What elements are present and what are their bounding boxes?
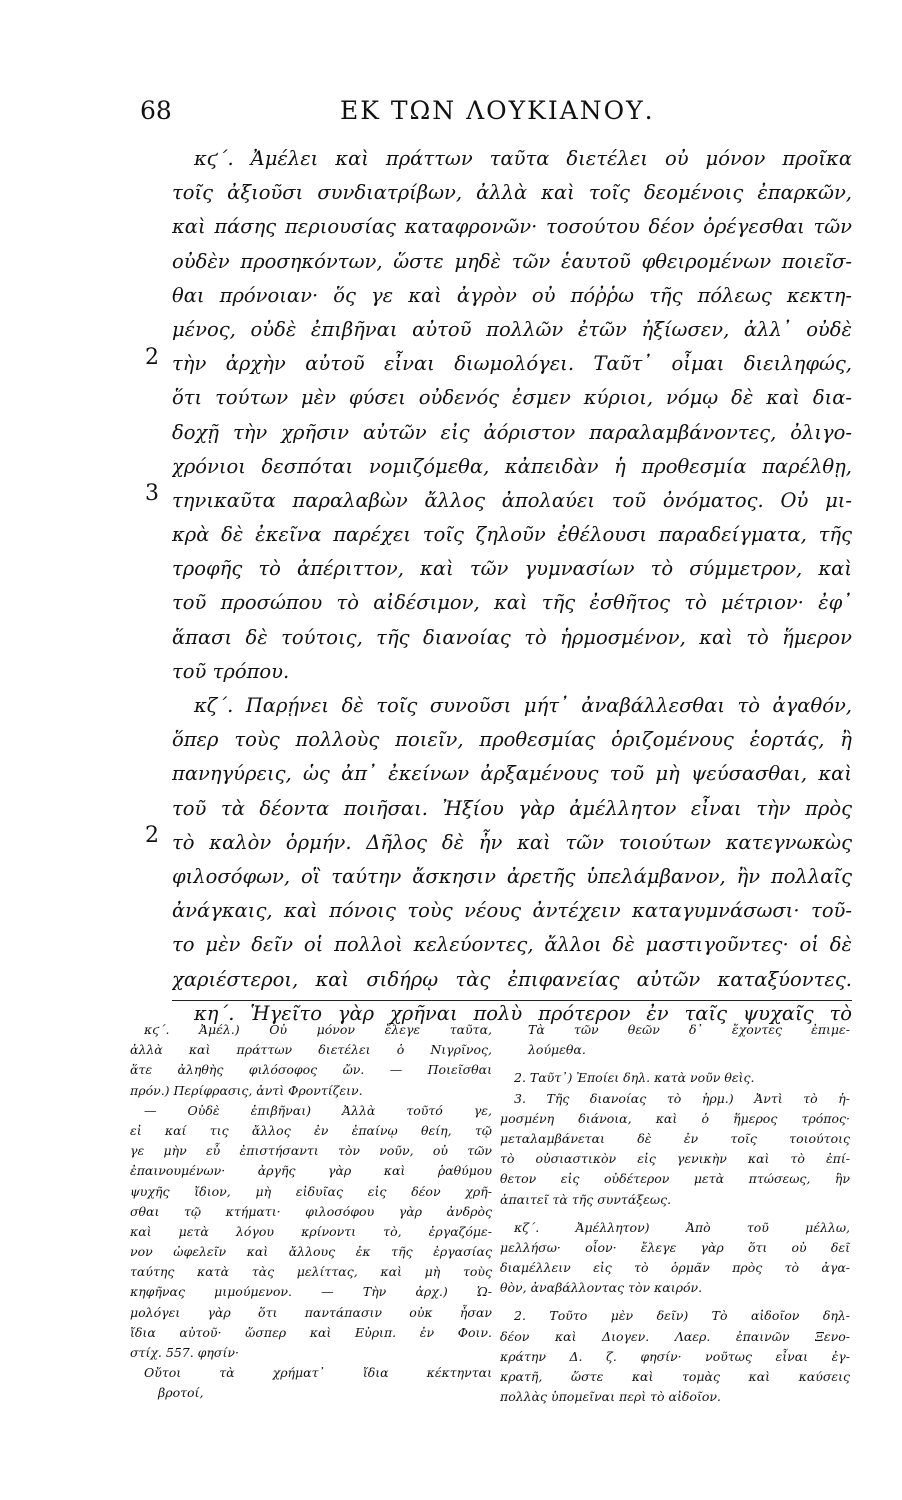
footnote-line: μοσμένη διάνοια, καὶ ὁ ἥμερος τρόπος· — [500, 1110, 850, 1126]
footnote-divider — [172, 1000, 852, 1001]
footnote-line: θετον εἰς οὐδέτερον μετὰ πτώσεως, ἣν — [500, 1171, 850, 1187]
footnote-line: ταύτης κατὰ τὰς μελίττας, καὶ μὴ τοὺς — [130, 1264, 492, 1280]
text-line: τηνικαῦτα παραλαβὼν ἄλλος ἀπολαύει τοῦ ὀνόματος. Οὐ μι- — [172, 488, 852, 512]
footnote-line: μολόγει γὰρ ὅτι παντάπασιν οὐκ ἦσαν — [130, 1304, 492, 1320]
text-line: μένος, οὐδὲ ἐπιβῆναι αὐτοῦ πολλῶν ἐτῶν ἠξίωσεν, ἀλλ᾽ οὐδὲ — [172, 317, 852, 341]
text-line: ὅπερ τοὺς πολλοὺς ποιεῖν, προθεσμίας ὁριζομένους ἑορτάς, ἢ — [172, 728, 852, 752]
footnote-verse-line: βροτοί, — [158, 1385, 204, 1401]
footnote-line: ἀπαιτεῖ τὰ τῆς συντάξεως. — [500, 1191, 672, 1207]
footnote-line: πολλὰς ὑπομεῖναι περὶ τὸ αἰδοῖον. — [500, 1389, 721, 1405]
text-line: τοῦ τρόπου. — [172, 659, 290, 683]
text-line: ὅτι τούτων μὲν φύσει οὐδενός ἐσμεν κύριοι, νόμῳ δὲ καὶ δια- — [172, 386, 852, 410]
footnote-line: διαμέλλειν εἰς τὸ ὁρμᾶν πρὸς τὸ ἀγα- — [500, 1260, 850, 1276]
footnote-line: 2. Τοῦτο μὲν δεῖν) Τὸ αἰδοῖον δηλ- — [514, 1308, 850, 1324]
page-header — [140, 96, 860, 136]
text-line: φιλοσόφων, οἳ ταύτην ἄσκησιν ἀρετῆς ὑπελάμβανον, ἢν πολλαῖς — [172, 864, 852, 888]
text-line: κη΄. Ἡγεῖτο γὰρ χρῆναι πολὺ πρότερον ἐν ταῖς ψυχαῖς τὸ — [194, 1001, 852, 1025]
text-line: καὶ πάσης περιουσίας καταφρονῶν· τοσούτου δέον ὀρέγεσθαι τῶν — [172, 215, 852, 239]
text-line: θαι πρόνοιαν· ὅς γε καὶ ἀγρὸν οὐ πόῤῥω τῆς πόλεως κεκτη- — [172, 283, 852, 307]
text-line: ἅπασι δὲ τούτοις, τῆς διανοίας τὸ ἡρμοσμένον, καὶ τὸ ἥμερον — [172, 625, 852, 649]
page-number: 68 — [140, 96, 172, 125]
footnote-line: δέον καὶ Διογεν. Λαερ. ἐπαινῶν Ξενο- — [500, 1328, 850, 1344]
footnote-line: κράτην Δ. ζ. φησίν· νοῦτως εἶναι ἐγ- — [500, 1348, 850, 1364]
footnote-line: νον ὠφελεῖν καὶ ἄλλους ἐκ τῆς ἐργασίας — [130, 1244, 492, 1260]
text-line: ἀνάγκαις, καὶ πόνοις τοὺς νέους ἀντέχειν καταγυμνάσωσι· τοῦ- — [172, 899, 852, 923]
main-text — [172, 142, 852, 1031]
footnote-line: πρόν.) Περίφρασις, ἀντὶ Φροντίζειν. — [130, 1082, 363, 1098]
footnote-verse-line: Τὰ τῶν θεῶν δ᾽ ἔχοντες ἐπιμε- — [528, 1022, 850, 1037]
text-line: το μὲν δεῖν οἱ πολλοὶ κελεύοντες, ἄλλοι δὲ μαστιγοῦντες· οἱ δὲ — [172, 933, 852, 957]
footnotes-right-column — [500, 1020, 850, 1407]
footnote-line: ἀλλὰ καὶ πράττων διετέλει ὁ Νιγρῖνος, — [130, 1042, 492, 1058]
text-line: τὴν ἀρχὴν αὐτοῦ εἶναι διωμολόγει. Ταῦτ᾽ οἶμαι διειληφώς, — [172, 352, 852, 376]
text-line: οὐδὲν προσηκόντων, ὥστε μηδὲ τῶν ἑαυτοῦ φθειρομένων ποιεῖσ- — [172, 249, 852, 273]
text-line: τὸ καλὸν ὁρμήν. Δῆλος δὲ ἦν καὶ τῶν τοιούτων κατεγνωκὼς — [172, 830, 852, 854]
footnote-line: μελλήσω· οἷον· ἔλεγε γὰρ ὅτι οὐ δεῖ — [500, 1239, 850, 1255]
footnote-line: γε μὴν εὖ ἐπιστήσαντι τὸν νοῦν, οὐ τῶν — [130, 1143, 492, 1159]
footnote-line: τὸ οὐσιαστικὸν εἰς γενικὴν καὶ τὸ ἐπί- — [500, 1151, 850, 1167]
margin-section-number: 2 — [145, 823, 159, 848]
text-line: τοῦ τὰ δέοντα ποιῆσαι. Ἠξίου γὰρ ἀμέλλητον εἶναι τὴν πρὸς — [172, 796, 852, 820]
text-line: τοῦ προσώπου τὸ αἰδέσιμον, καὶ τῆς ἐσθῆτος τὸ μέτριον· ἐφ᾽ — [172, 591, 852, 615]
footnote-line: ἐπαινουμένων· ἀργῆς γὰρ καὶ ῥαθύμου — [130, 1163, 492, 1179]
footnote-line: 3. Τῆς διανοίας τὸ ἡρμ.) Ἀντὶ τὸ ἡ- — [514, 1090, 850, 1106]
footnote-verse-line: λούμεθα. — [528, 1042, 586, 1058]
text-line: χρόνιοι δεσπόται νομιζόμεθα, κἀπειδὰν ἡ προθεσμία παρέλθῃ, — [172, 454, 852, 478]
text-line: κϛ΄. Ἀμέλει καὶ πράττων ταῦτα διετέλει οὐ μόνον προῖκα — [194, 147, 852, 170]
footnote-line: μεταλαμβάνεται δὲ ἐν τοῖς τοιούτοις — [500, 1130, 850, 1146]
margin-section-number: 2 — [145, 345, 159, 370]
footnote-line: σθαι τῷ κτήματι· φιλοσόφου γὰρ ἀνδρὸς — [130, 1203, 492, 1219]
footnote-line: κζ΄. Ἀμέλλητον) Ἀπὸ τοῦ μέλλω, — [514, 1219, 850, 1235]
text-line: τροφῆς τὸ ἀπέριττον, καὶ τῶν γυμνασίων τὸ σύμμετρον, καὶ — [172, 557, 852, 581]
footnote-line: κρατῆ, ὥστε καὶ τομὰς καὶ καύσεις — [500, 1369, 850, 1384]
text-line: κζ΄. Παρῄνει δὲ τοῖς συνοῦσι μήτ᾽ ἀναβάλλεσθαι τὸ ἀγαθόν, — [194, 694, 852, 717]
text-line: τοῖς ἀξιοῦσι συνδιατρίβων, ἀλλὰ καὶ τοῖς δεομένοις ἐπαρκῶν, — [172, 181, 852, 205]
footnote-verse-line: Οὔτοι τὰ χρήματ᾽ ἴδια κέκτηνται — [144, 1365, 492, 1381]
footnote-line: καὶ μετὰ λόγου κρίνοντι τὸ, ἐργαζόμε- — [130, 1223, 492, 1239]
footnote-line: ψυχῆς ἴδιον, μὴ εἰδυῖας εἰς δέον χρῆ- — [130, 1183, 492, 1199]
text-line: πανηγύρεις, ὡς ἀπ᾽ ἐκείνων ἀρξαμένους τοῦ μὴ ψεύσασθαι, καὶ — [172, 762, 852, 786]
footnote-line: κηφῆνας μιμούμενον. — Τὴν ἀρχ.) Ὡ- — [130, 1284, 492, 1300]
footnote-line: 2. Ταῦτ᾽) Ἐποίει δηλ. κατὰ νοῦν θεὶς. — [514, 1070, 755, 1086]
running-head: ΕΚ ΤΩΝ ΛΟΥΚΙΑΝΟΥ. — [340, 96, 655, 125]
footnote-line: εἰ καί τις ἄλλος ἐν ἐπαίνῳ θείη, τῷ — [130, 1122, 492, 1138]
footnote-line: — Οὐδὲ ἐπιβῆναι) Ἀλλὰ τοῦτό γε, — [144, 1102, 492, 1118]
text-line: δοχῇ τὴν χρῆσιν αὐτῶν εἰς ἀόριστον παραλαμβάνοντες, ὀλιγο- — [172, 420, 852, 444]
footnote-line: στίχ. 557. φησίν· — [130, 1345, 239, 1360]
footnotes-left-column — [130, 1020, 492, 1404]
footnote-line: θὸν, ἀναβάλλοντας τὸν καιρόν. — [500, 1280, 703, 1296]
text-line: κρὰ δὲ ἐκεῖνα παρέχει τοῖς ζηλοῦν ἐθέλουσι παραδείγματα, τῆς — [172, 523, 852, 547]
footnote-line: ἴδια αὐτοῦ· ὥσπερ καὶ Εὐριπ. ἐν Φοιν. — [130, 1324, 492, 1340]
text-line: χαριέστεροι, καὶ σιδήρῳ τὰς ἐπιφανείας αὐτῶν καταξύοντες. — [172, 967, 852, 991]
footnote-line: κϛ΄. Ἀμέλ.) Οὐ μόνον ἔλεγε ταῦτα, — [144, 1022, 492, 1037]
margin-section-number: 3 — [145, 481, 159, 506]
footnote-line: ἅτε ἀληθὴς φιλόσοφος ὤν. — Ποιεῖσθαι — [130, 1062, 492, 1078]
